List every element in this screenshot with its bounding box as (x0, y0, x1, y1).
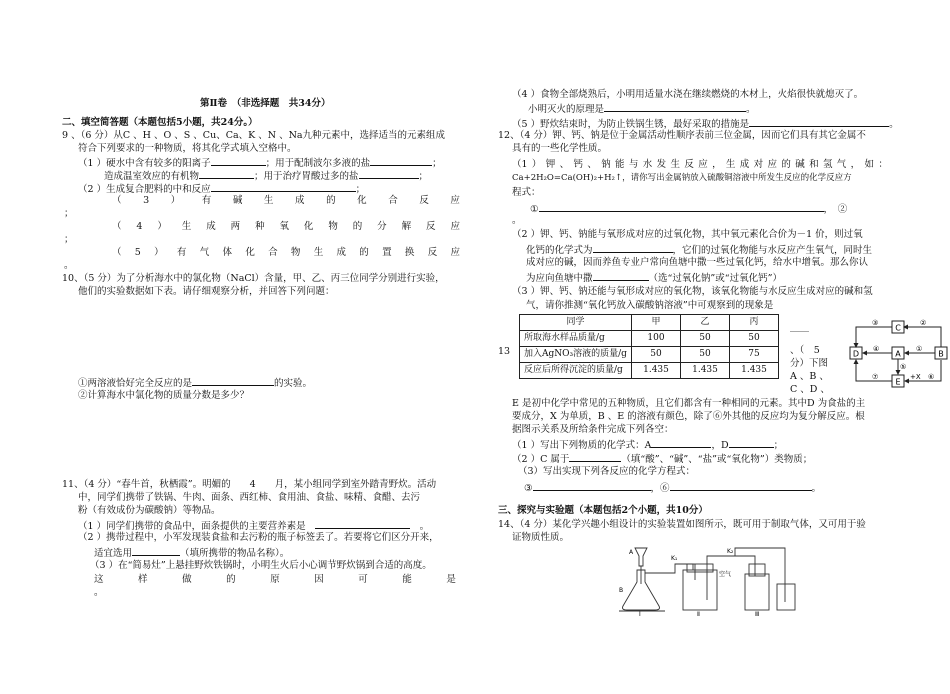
label-a: A (629, 549, 634, 556)
table-cell: 75 (730, 347, 779, 363)
q13-stem-line3: 据图示关系及所给条件完成下列各空： (512, 424, 674, 435)
q12-p2b: 化钙的化学式为 (526, 245, 593, 256)
spread-char: 化 (357, 195, 367, 206)
spread-char: 原 (270, 574, 280, 585)
spread-char: 两 (230, 221, 241, 232)
table-cell: 1.435 (681, 363, 730, 379)
q9-p1d: ；用于治疗胃酸过多的盐 (254, 171, 359, 182)
spread-char: 、 (587, 159, 597, 170)
q12-part3a: （3 ）钾、钙、钠还能与氧形成对应的氧化物，该氧化物能与水反应生成对应的碱和氢 (512, 286, 873, 297)
q14-stem-line1: 14、（4 分）某化学兴趣小组设计的实验装置如图所示，既可用于制取气体，又可用于验 (498, 519, 866, 530)
table-cell: 50 (681, 347, 730, 363)
spread-char: 生 (670, 159, 680, 170)
table-cell: 加入AgNO₃溶液的质量/g (520, 347, 632, 363)
q11-part4b: 小明灭火的原理是 。 (528, 101, 756, 116)
spread-char: 钠 (601, 159, 611, 170)
spread-char: 反 (419, 195, 429, 206)
table-row (520, 331, 779, 347)
q11-part2a: （2 ）携带过程中，小军发现装食盐和去污粉的瓶子标签丢了。若要将它们区分开来， (78, 532, 439, 543)
q12-part2c: 成对应的碱，因而养鱼专业户常向鱼塘中撒一些过氧化钙，给水中增氧。那么你认 (526, 257, 869, 268)
q13-number: 13 (498, 346, 511, 357)
punct: ； (64, 208, 74, 219)
spread-char: 钙 (573, 159, 583, 170)
answer-blank[interactable] (593, 242, 673, 253)
q13-p2a: （2 ）C 属于 (512, 454, 570, 465)
q13-side4: C 、D 、 (790, 384, 830, 395)
q9-p2: （2 ）生成复合肥料的中和反应 (78, 184, 211, 195)
spread-char: 有 (201, 195, 212, 206)
table-header: 甲 (632, 315, 681, 331)
label-i: Ⅰ (639, 611, 641, 616)
label-6: ⑥ (928, 373, 935, 381)
spread-char: 应 (450, 247, 460, 258)
spread-char: 体 (222, 247, 233, 258)
q13-part1: （1 ）写出下列物质的化学式：A ，D ； (512, 437, 783, 452)
spread-char: 氧 (279, 221, 289, 232)
answer-blank[interactable] (132, 545, 180, 556)
table-cell: 1.435 (730, 363, 779, 379)
answer-blank[interactable] (211, 155, 266, 166)
section-3-heading: 三、探究与实验题（本题包括2个小题，共10分） (498, 505, 708, 516)
spread-char: 发 (656, 159, 667, 170)
q9-part2: （2 ）生成复合肥料的中和反应 ； (78, 181, 365, 196)
spread-char: 合 (268, 247, 278, 258)
q9-part3 (112, 194, 460, 207)
spread-char: 应 (767, 159, 778, 170)
q11-part4a: （4 ）食物全部烧熟后，小明用适量水浇在继续燃烧的木材上，火焰很快就熄灭了。 (512, 89, 864, 100)
label-ii: Ⅱ (697, 611, 700, 616)
spread-char: ， (850, 159, 861, 170)
spread-char: 如 (864, 159, 875, 170)
answer-blank[interactable] (533, 480, 651, 491)
spread-char: 、 (559, 159, 570, 170)
node-c: C (895, 323, 901, 333)
q11-part3a: （3 ）在“简易灶”上悬挂野炊铁锅时，小明生火后小心调节野炊锅到合适的高度。 (90, 560, 432, 571)
spread-char: 样 (138, 574, 148, 585)
spread-char: （1 (512, 159, 528, 170)
q13-p1a: （1 ）写出下列物质的化学式：A (512, 440, 652, 451)
spread-char: 反 (427, 247, 438, 258)
q13-p3a: ③ (524, 483, 533, 494)
table-row (520, 347, 779, 363)
q10-answer1 (78, 375, 312, 390)
q9-part5 (112, 246, 460, 259)
answer-blank[interactable] (569, 451, 621, 462)
q12-part1b: Ca+2H₂O=Ca(OH)₂+H₂↑，请你写出金属钠放入硫酸铜溶液中所发生反应的化学反应方 (512, 173, 852, 183)
table-cell: 50 (632, 347, 681, 363)
node-b: B (938, 349, 944, 359)
q12-part1c: 程式： (512, 187, 541, 198)
punct: 。 (94, 587, 104, 598)
q9-p1a: （1 ）硬水中含有较多的阳离子 (78, 158, 211, 169)
table-cell: 所取海水样品质量/g (520, 331, 632, 347)
q13-p3b: ，⑥ (650, 483, 670, 494)
spread-char: 和 (809, 159, 819, 170)
q13-part2 (512, 451, 812, 466)
table-cell: 50 (681, 331, 730, 347)
table-row (520, 363, 779, 379)
spread-char: （ (112, 247, 122, 258)
spread-char: ： (878, 159, 888, 170)
table-header-row (520, 315, 779, 331)
spread-char: 水 (642, 159, 653, 170)
spread-char: 生 (725, 159, 736, 170)
spread-char: 换 (404, 247, 415, 258)
answer-blank[interactable] (199, 168, 254, 179)
q12-part1d (530, 201, 847, 216)
spread-char: ） (170, 195, 181, 206)
answer-blank[interactable] (651, 437, 711, 448)
table-header: 丙 (730, 315, 779, 331)
q9-p1c: 造成温室效应的有机物 (104, 171, 200, 182)
spread-char: 分 (377, 221, 387, 232)
spread-char: （ (112, 221, 122, 232)
q10-stem-line2: 他们的实验数据如下表。请仔细观察分析，并回答下列问题： (78, 286, 335, 297)
spread-char: 的 (226, 574, 236, 585)
label-b: B (619, 587, 624, 594)
spread-char: 碱 (232, 195, 243, 206)
q11-stem-line3: 粉（有效成份为碳酸钠）等物品。 (78, 505, 221, 516)
q12-part2d (526, 270, 782, 285)
table-header: 同学 (520, 315, 632, 331)
q10-a1end: 的实验。 (274, 378, 313, 389)
q11-stem-line2: 中，同学们携带了铁锅、牛肉、面条、西红柿、食用油、食盐、味精、食醋、去污 (78, 492, 421, 503)
q12-stem-line2: 具有的一些化学性质。 (512, 143, 608, 154)
spread-char: 气 (199, 247, 210, 258)
q12-p2d: 为应向鱼塘中撒 (526, 273, 593, 284)
q11-p4b: 小明灭火的原理是 (528, 104, 605, 115)
table-cell: 反应后所得沉淀的质量/g (520, 363, 632, 379)
answer-blank[interactable] (593, 270, 649, 281)
q11-stem-line1: 11、（4 分）“春牛首，秋栖霞”。明媚的 4 月，某小组同学到室外踏青野炊。活动 (62, 479, 437, 490)
q9-part4 (112, 220, 460, 233)
answer-blank[interactable] (192, 375, 274, 386)
spread-char: 钾 (545, 159, 556, 170)
table-cell: 50 (730, 331, 779, 347)
spread-char: ） (154, 247, 164, 258)
label-3: ③ (872, 319, 879, 327)
experiment-table (519, 314, 779, 379)
answer-blank[interactable] (670, 480, 812, 491)
spread-char: 生 (263, 195, 274, 206)
spread-char: 对 (753, 159, 764, 170)
node-e: E (895, 377, 901, 387)
spread-char: 应 (450, 221, 460, 232)
table-cell: 100 (632, 331, 681, 347)
spread-char: 成 (739, 159, 750, 170)
spread-char: 4 (136, 221, 143, 232)
spread-char: 能 (615, 159, 625, 170)
section-2-heading: 二、填空简答题（本题包括5小题，共24分。） (62, 117, 258, 128)
spread-char: 可 (358, 574, 368, 585)
q9-part1-line2: 造成温室效应的有机物 ；用于治疗胃酸过多的盐 ； (104, 168, 428, 183)
q9-p1b: ；用于配制波尔多液的盐 (265, 158, 371, 169)
table-cell: 1.435 (632, 363, 681, 379)
answer-blank[interactable] (604, 101, 746, 112)
q12-part3b: 气，请你推测“氧化钙放入碳酸钠溶液”中可观察到的现象是 (526, 300, 774, 311)
spread-char: 反 (684, 159, 694, 170)
q13-stem-line1: E 是初中化学中常见的五种物质，且它们都含有一种相同的元素。其中D 为食盐的主 (512, 398, 866, 409)
spread-char: 因 (314, 574, 324, 585)
spread-char: 生 (181, 221, 192, 232)
answer-blank[interactable] (211, 181, 356, 192)
spread-char: 碱 (795, 159, 805, 170)
answer-blank[interactable] (729, 437, 774, 448)
spread-char: 化 (245, 247, 255, 258)
answer-blank[interactable] (370, 155, 432, 166)
q12-part2a: （2 ）钾、钙、钠能与氧形成对应的过氧化物，其中氧元素化合价为－1 价，则过氧 (512, 229, 863, 240)
node-a: A (895, 349, 901, 359)
punct: ； (64, 234, 74, 245)
spread-char: ， (712, 159, 722, 170)
relation-diagram (842, 318, 950, 393)
table-header: 乙 (681, 315, 730, 331)
q12-part1a (512, 158, 888, 171)
q11-part3b (94, 573, 456, 586)
spread-char: （ (112, 195, 122, 206)
spread-char: ） (157, 221, 167, 232)
q13-part3-blanks: ③ ，⑥ 。 (524, 480, 821, 495)
punct: 。 (64, 260, 74, 271)
q9-stem-line2: 符合下列要求的一种物质，将其化学式填入空格中。 (78, 143, 297, 154)
q11-p2c: （填所携带的物品名称）。 (180, 548, 290, 559)
spread-char: 反 (426, 221, 436, 232)
label-air: 空气 (719, 571, 732, 578)
q10-stem-line1: 10、（5 分）为了分析海水中的氯化物（NaCl）含量，甲、乙、丙三位同学分别进行实验， (62, 273, 445, 284)
q12-p1d2: ， ② (823, 204, 848, 215)
label-7: ⑦ (872, 373, 879, 381)
spread-char: 的 (359, 247, 369, 258)
answer-blank[interactable] (359, 168, 419, 179)
spread-char: 的 (326, 195, 336, 206)
spread-char: 3 (143, 195, 150, 206)
spread-char: 5 (134, 247, 141, 258)
answer-blank[interactable] (315, 518, 410, 529)
q11-p5: （5 ）野炊结束时，为防止铁锅生锈，最好采取的措施是 (512, 119, 750, 130)
label-1: ① (916, 345, 923, 353)
answer-blank[interactable] (539, 201, 824, 212)
q12-stem-line1: 12、（4 分）钾、钙、钠是位于金属活动性顺序表前三位金属，因而它们具有其它金属不 (498, 130, 866, 141)
q11-part1: （1 ）同学们携带的食品中，面条提供的主要营养素是 。 (78, 518, 429, 533)
q13-p2b: （填“酸”、“碱”、“盐”或“氧化物”）类物质； (621, 454, 813, 465)
q11-part2b (94, 545, 289, 560)
q13-side3: A 、B 、 (790, 371, 829, 382)
spread-char: 气 (836, 159, 847, 170)
spread-char: 的 (352, 221, 363, 232)
q13-side2: 分）下图 (790, 358, 829, 369)
q13-side1: 、（ 5 (790, 345, 820, 356)
node-d: D (852, 349, 860, 359)
spread-char: 有 (176, 247, 187, 258)
spread-char: 成 (206, 221, 216, 232)
spread-char: 能 (402, 574, 412, 585)
spread-char: 种 (255, 221, 265, 232)
spread-char: 生 (313, 247, 324, 258)
label-2: ② (920, 319, 927, 327)
experiment-apparatus (615, 540, 805, 616)
spread-char: 置 (382, 247, 392, 258)
q14-stem-line2: 证物质性质。 (512, 532, 570, 543)
spread-char: 物 (290, 247, 301, 258)
spread-char: 应 (450, 195, 460, 206)
q11-part5: （5 ）野炊结束时，为防止铁锅生锈，最好采取的措施是 。 (512, 116, 899, 131)
q10-a1: ①两溶液恰好完全反应的是 (78, 378, 193, 389)
spread-char: 氢 (822, 159, 833, 170)
q11-p2b: 适宜选用 (94, 548, 133, 559)
label-5: ⑤ (900, 363, 907, 371)
q12-p2d2: （选“过氧化钠”或“过氧化钙”） (648, 273, 782, 284)
q12-blank-end: ＿＿ (790, 323, 810, 334)
spread-char: 化 (303, 221, 314, 232)
label-k2: K₂ (727, 548, 734, 555)
spread-char: 是 (446, 574, 456, 585)
q11-p1: （1 ）同学们携带的食品中，面条提供的主要营养素是 (78, 521, 306, 532)
spread-char: 物 (328, 221, 338, 232)
spread-char: 合 (388, 195, 398, 206)
q12-p2b2: ，它们的过氧化物能与水反应产生氧气，同时生 (672, 245, 873, 256)
spread-char: 与 (628, 159, 639, 170)
q12-part2b (526, 242, 872, 257)
q12-p1d1: ① (530, 204, 539, 215)
spread-char: 应 (698, 159, 708, 170)
spread-char: 成 (295, 195, 305, 206)
label-iii: Ⅲ (755, 611, 760, 616)
spread-char: 这 (94, 574, 104, 585)
spread-char: 解 (401, 221, 412, 232)
q10-answer2: ②计算海水中氯化物的质量分数是多少？ (78, 390, 250, 401)
spread-char: 做 (182, 574, 192, 585)
section-title: 第Ⅱ卷 （非选择题 共34分） (200, 98, 331, 109)
spread-char: 成 (336, 247, 347, 258)
q13-part3: （3）写出实现下列各反应的化学方程式： (518, 466, 696, 477)
q9-part1-line1: （1 ）硬水中含有较多的阳离子 ；用于配制波尔多液的盐 ； (78, 155, 442, 170)
q13-stem-line2: 要成分，X 为单质，B 、E 的溶液有颜色，除了⑥外其他的反应均为复分解反应。根 (512, 411, 865, 422)
spread-char: 的 (781, 159, 791, 170)
q13-p1b: ，D (711, 440, 729, 451)
punct: 。 (512, 215, 522, 226)
spread-char: ） (531, 159, 542, 170)
label-4: ④ (873, 345, 880, 353)
label-k1: K₁ (671, 555, 678, 562)
label-plus-x: +X (910, 373, 921, 381)
q9-stem-line1: 9 、（6 分）从C 、H 、O 、S 、Cu、Ca、K 、N 、Na九种元素中，选择适当的元素组成 (62, 130, 446, 141)
answer-blank[interactable] (749, 116, 889, 127)
